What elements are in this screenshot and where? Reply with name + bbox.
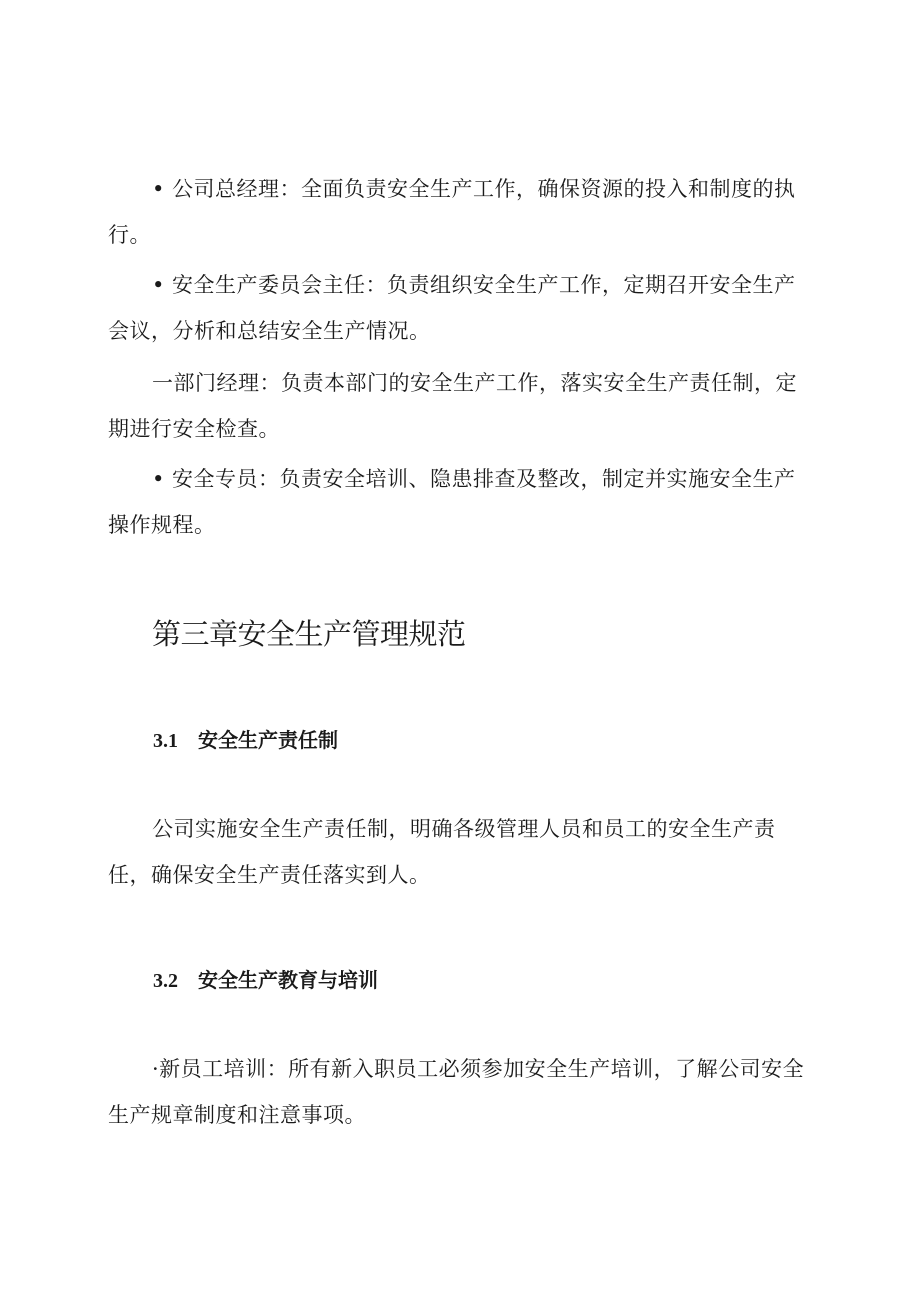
paragraph-committee-director: • 安全生产委员会主任：负责组织安全生产工作，定期召开安全生产会议，分析和总结安全生产情况。	[108, 273, 796, 343]
section-heading-3-2	[153, 964, 378, 993]
section-title-text: 安全生产责任制	[198, 728, 338, 752]
paragraph-department-manager: 一部门经理：负责本部门的安全生产工作，落实安全生产责任制，定期进行安全检查。	[108, 371, 797, 441]
section-title-text: 安全生产教育与培训	[198, 968, 378, 992]
paragraph-general-manager: • 公司总经理：全面负责安全生产工作，确保资源的投入和制度的执行。	[108, 177, 796, 247]
chapter-title: 第三章安全生产管理规范	[152, 617, 466, 651]
section-3-1-body: 公司实施安全生产责任制，明确各级管理人员和员工的安全生产责任，确保安全生产责任落实到人。	[108, 817, 776, 887]
section-number: 3.1	[153, 730, 178, 752]
section-3-2-body: ·新员工培训：所有新入职员工必须参加安全生产培训，了解公司安全生产规章制度和注意事项。	[108, 1057, 805, 1127]
section-heading-3-1	[153, 724, 338, 753]
paragraph-safety-officer: • 安全专员：负责安全培训、隐患排查及整改，制定并实施安全生产操作规程。	[108, 467, 796, 537]
section-number: 3.2	[153, 970, 178, 992]
